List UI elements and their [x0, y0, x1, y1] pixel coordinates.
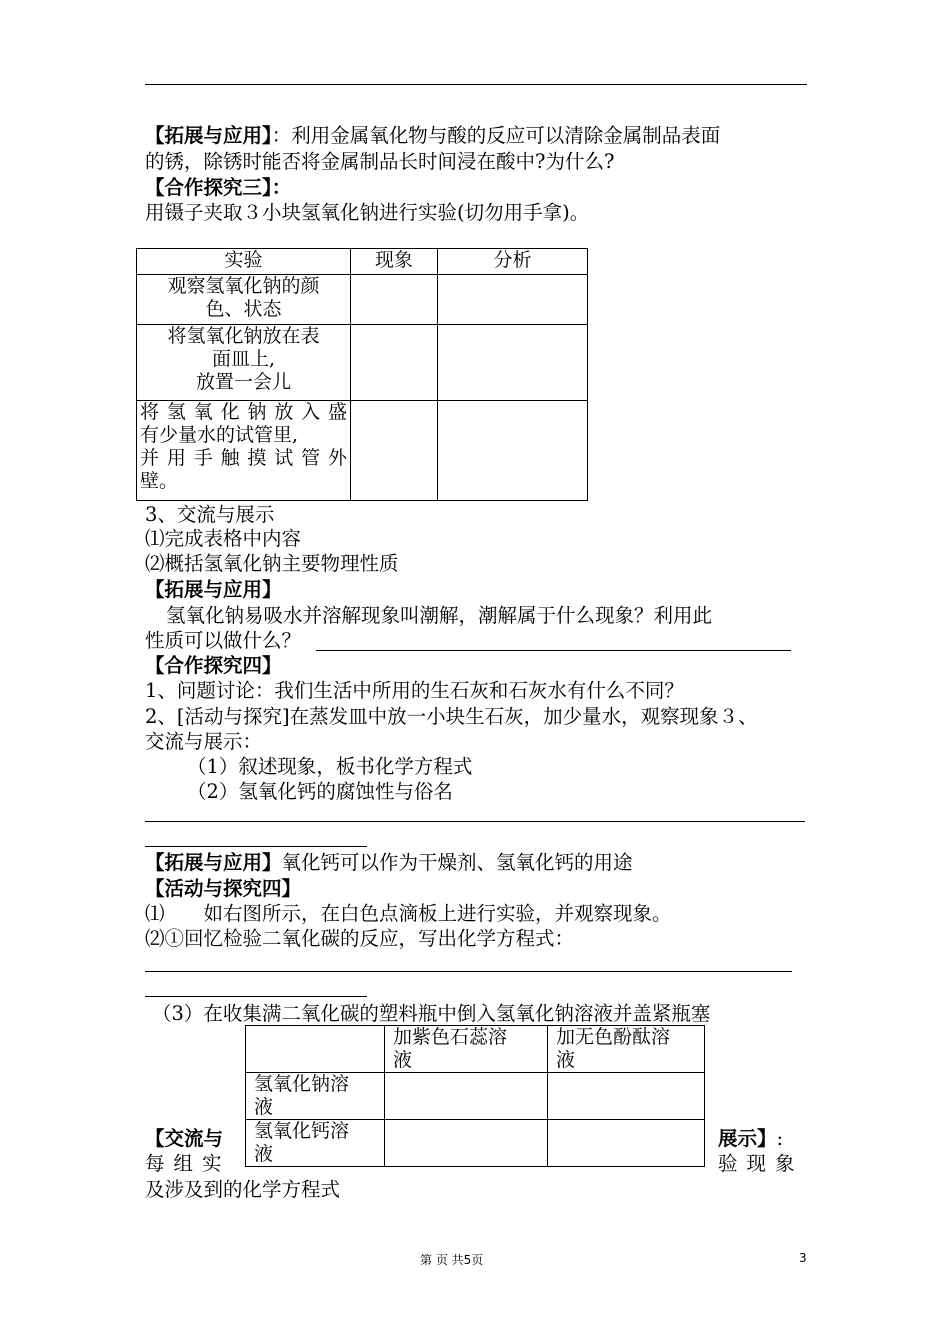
section-title: 【合作探究三】 [145, 176, 272, 199]
table-row [137, 401, 588, 501]
answer-cell[interactable] [438, 401, 588, 501]
header-rule [145, 84, 807, 85]
text: 液 [254, 1143, 274, 1165]
text: 氧化钙可以作为干燥剂、氢氧化钙的用途 [281, 851, 633, 874]
text: ：利用金属氧化物与酸的反应可以清除金属制品表面 [271, 124, 721, 147]
text: 将氢氧化钠放在表 [167, 325, 320, 347]
table-cell [137, 325, 351, 401]
text: 性质可以做什么？ [145, 629, 302, 652]
paragraph-expand-apply-3 [145, 851, 633, 875]
section-title: 【交流与 [145, 1127, 224, 1150]
text: 壁。 [140, 470, 179, 492]
text: 色、状态 [205, 298, 282, 320]
row-header-cell [246, 1120, 385, 1167]
table-row [246, 1120, 705, 1167]
text: 展示】 [718, 1127, 777, 1150]
text: ⑵概括氢氧化钠主要物理性质 [145, 552, 399, 575]
text: （3）在收集满二氧化碳的塑料瓶中倒入氢氧化钠溶液并盖紧瓶塞 [152, 1002, 711, 1025]
section-title: 【拓展与应用】 [145, 578, 282, 601]
answer-line[interactable] [145, 971, 792, 972]
table-row [137, 325, 588, 401]
section-title: 【合作探究四】 [145, 654, 282, 677]
answer-cell[interactable] [548, 1073, 705, 1120]
text: 加紫色石蕊溶 [393, 1026, 508, 1048]
text: 的锈，除锈时能否将金属制品长时间浸在酸中?为什么? [145, 150, 615, 173]
answer-line[interactable] [145, 821, 805, 822]
table-cell [137, 275, 351, 325]
table-header-row [137, 249, 588, 275]
text: 液 [254, 1096, 274, 1118]
text: 将氢氧化钠放入盛 [140, 401, 347, 423]
text: 氢氧化钠溶 [254, 1073, 350, 1095]
table-cell [137, 401, 351, 501]
text: 用镊子夹取３小块氢氧化钠进行实验(切勿用手拿)。 [145, 201, 590, 224]
table-row [137, 275, 588, 325]
answer-line[interactable] [316, 650, 791, 651]
answer-cell[interactable] [438, 275, 588, 325]
text: ⑴ 如右图所示，在白色点滴板上进行实验，并观察现象。 [145, 902, 672, 925]
text: 验现象 [718, 1152, 804, 1175]
text: 并用手触摸试管外 [140, 447, 347, 469]
answer-cell[interactable] [385, 1120, 548, 1167]
answer-cell[interactable] [351, 275, 438, 325]
section-title-end [718, 1127, 783, 1151]
text: 交流与展示： [145, 730, 263, 753]
text: 3、交流与展示 [145, 503, 275, 526]
text: 有少量水的试管里, [140, 424, 299, 446]
footer-page-number: 3 [799, 1251, 807, 1265]
answer-cell[interactable] [351, 325, 438, 401]
paragraph-expand-apply-1 [145, 124, 720, 148]
header-cell-analysis: 分析 [438, 249, 588, 275]
text: （2）氢氧化钙的腐蚀性与俗名 [187, 780, 453, 803]
text: ⑵①回忆检验二氧化碳的反应，写出化学方程式： [145, 927, 575, 950]
text: 及涉及到的化学方程式 [145, 1178, 341, 1201]
text: ： [271, 176, 292, 199]
answer-line[interactable] [145, 996, 367, 997]
experiment-table [136, 248, 588, 501]
text: 放置一会儿 [195, 371, 291, 393]
section-title: 【拓展与应用】 [145, 124, 272, 147]
text: 1、问题讨论：我们生活中所用的生石灰和石灰水有什么不同？ [145, 679, 684, 702]
table-header-row [246, 1026, 705, 1073]
text: 液 [393, 1049, 413, 1071]
header-cell-phenomenon: 现象 [351, 249, 438, 275]
row-header-cell [246, 1073, 385, 1120]
text: 2、[活动与探究]在蒸发皿中放一小块生石灰，加少量水，观察现象３、 [145, 705, 758, 728]
text: 氢氧化钠易吸水并溶解现象叫潮解，潮解属于什么现象？利用此 [166, 604, 713, 627]
corner-cell [246, 1026, 385, 1073]
header-cell-phenolphthalein [548, 1026, 705, 1073]
text: （1）叙述现象，板书化学方程式 [187, 755, 473, 778]
text: 加无色酚酞溶 [556, 1026, 671, 1048]
section-title: 【拓展与应用】 [145, 851, 282, 874]
text: 观察氢氧化钠的颜 [167, 275, 320, 297]
answer-cell[interactable] [351, 401, 438, 501]
answer-cell[interactable] [438, 325, 588, 401]
text: 氢氧化钙溶 [254, 1120, 350, 1142]
indicator-table [245, 1025, 705, 1167]
header-cell-experiment: 实验 [137, 249, 351, 275]
text: 每组实 [145, 1152, 231, 1175]
text: ⑴完成表格中内容 [145, 527, 302, 550]
text: 面皿上, [211, 348, 276, 370]
text: 液 [556, 1049, 576, 1071]
text: : [776, 1127, 784, 1150]
footer-page-count: 第 页 共5页 [420, 1253, 484, 1267]
answer-line[interactable] [145, 846, 367, 847]
table-row [246, 1073, 705, 1120]
answer-cell[interactable] [385, 1073, 548, 1120]
paragraph-cooperative-inquiry-3 [145, 176, 291, 200]
answer-cell[interactable] [548, 1120, 705, 1167]
header-cell-litmus [385, 1026, 548, 1073]
section-title: 【活动与探究四】 [145, 877, 302, 900]
